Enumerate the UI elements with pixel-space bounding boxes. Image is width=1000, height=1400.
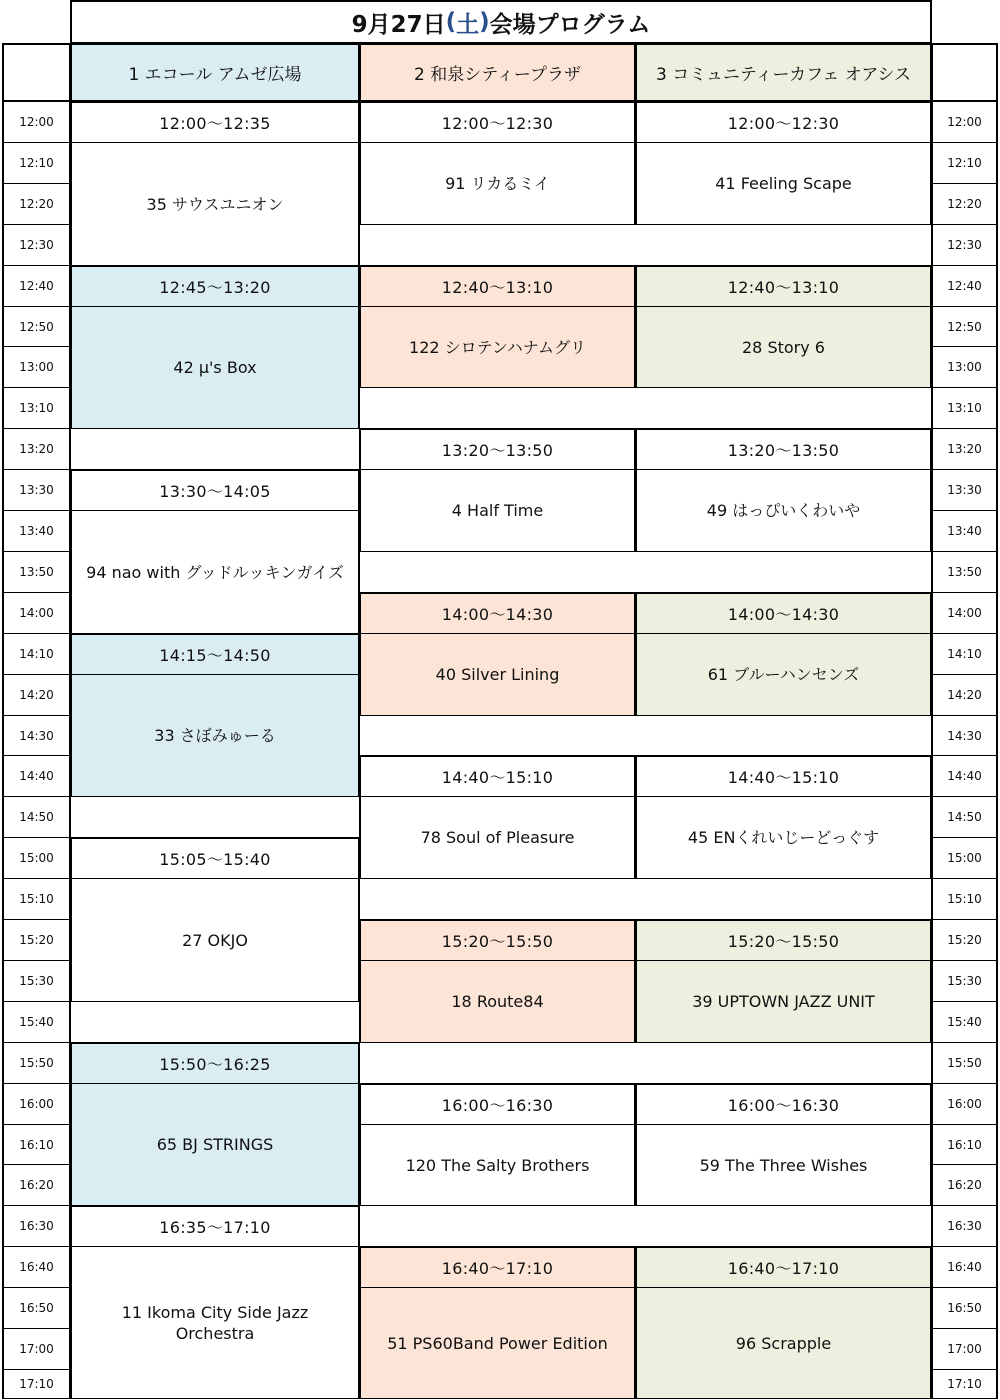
time-label-left: 15:40 (2, 1001, 71, 1043)
performer-venue-3: 45 ENくれいじーどっぐす (635, 796, 932, 879)
time-label-left: 14:00 (2, 592, 71, 634)
time-slot-venue-1: 16:35〜17:10 (70, 1205, 360, 1247)
time-label-left: 12:50 (2, 306, 71, 347)
time-label-left: 17:10 (2, 1369, 71, 1399)
time-slot-venue-3: 16:00〜16:30 (635, 1083, 932, 1125)
time-label-left: 15:50 (2, 1042, 71, 1084)
time-label-right: 15:30 (931, 960, 998, 1002)
time-label-right: 14:10 (931, 633, 998, 675)
time-label-right: 13:00 (931, 346, 998, 388)
performer-venue-2: 51 PS60Band Power Edition (359, 1287, 636, 1399)
time-label-left: 13:30 (2, 469, 71, 511)
time-label-right: 12:30 (931, 224, 998, 266)
time-label-right: 15:00 (931, 837, 998, 879)
time-label-right: 15:10 (931, 878, 998, 920)
time-label-left: 13:10 (2, 387, 71, 429)
time-label-right: 15:40 (931, 1001, 998, 1043)
time-label-left: 15:00 (2, 837, 71, 879)
time-label-left: 16:40 (2, 1246, 71, 1288)
time-label-right: 17:00 (931, 1328, 998, 1370)
time-label-left: 16:30 (2, 1205, 71, 1247)
time-label-left: 12:40 (2, 265, 71, 307)
time-label-left: 12:30 (2, 224, 71, 266)
time-slot-venue-1: 12:00〜12:35 (70, 101, 360, 143)
time-label-right: 16:00 (931, 1083, 998, 1125)
time-slot-venue-1: 14:15〜14:50 (70, 633, 360, 675)
time-slot-venue-2: 13:20〜13:50 (359, 428, 636, 470)
performer-venue-2: 120 The Salty Brothers (359, 1124, 636, 1206)
time-label-left: 14:40 (2, 755, 71, 797)
time-label-left: 13:20 (2, 428, 71, 470)
time-label-right: 17:10 (931, 1369, 998, 1399)
time-slot-venue-2: 14:40〜15:10 (359, 755, 636, 797)
time-label-right: 13:50 (931, 551, 998, 593)
time-label-right: 16:50 (931, 1287, 998, 1329)
time-slot-venue-1: 13:30〜14:05 (70, 469, 360, 511)
time-label-right: 16:30 (931, 1205, 998, 1247)
performer-venue-2: 18 Route84 (359, 960, 636, 1043)
time-label-right: 14:20 (931, 674, 998, 716)
performer-venue-1: 35 サウスユニオン (70, 142, 360, 266)
performer-venue-3: 49 はっぴいくわいや (635, 469, 932, 552)
performer-venue-2: 40 Silver Lining (359, 633, 636, 716)
time-slot-venue-3: 12:40〜13:10 (635, 265, 932, 307)
performer-venue-3: 96 Scrapple (635, 1287, 932, 1399)
time-slot-venue-3: 13:20〜13:50 (635, 428, 932, 470)
performer-venue-1: 33 さぼみゅーる (70, 674, 360, 797)
time-slot-venue-2: 12:00〜12:30 (359, 101, 636, 143)
time-label-left: 15:10 (2, 878, 71, 920)
time-label-right: 12:10 (931, 142, 998, 184)
performer-venue-2: 4 Half Time (359, 469, 636, 552)
title-date: 9月27日 (351, 11, 446, 38)
performer-venue-1: 42 μ's Box (70, 306, 360, 429)
time-slot-venue-1: 15:50〜16:25 (70, 1042, 360, 1084)
performer-venue-3: 39 UPTOWN JAZZ UNIT (635, 960, 932, 1043)
time-label-left: 14:20 (2, 674, 71, 716)
time-label-left: 15:20 (2, 919, 71, 961)
venue-header-1: 1 エコール アムゼ広場 (70, 43, 360, 102)
performer-venue-2: 122 シロテンハナムグリ (359, 306, 636, 388)
performer-venue-2: 91 リカるミイ (359, 142, 636, 225)
time-label-right: 14:30 (931, 715, 998, 756)
time-slot-venue-1: 12:45〜13:20 (70, 265, 360, 307)
title-weekday: 土 (456, 11, 480, 38)
time-slot-venue-3: 16:40〜17:10 (635, 1246, 932, 1288)
time-label-right: 13:10 (931, 387, 998, 429)
time-label-right: 15:20 (931, 919, 998, 961)
header-right-blank (931, 43, 998, 102)
time-label-right: 13:40 (931, 510, 998, 552)
time-label-right: 13:30 (931, 469, 998, 511)
time-label-right: 14:50 (931, 796, 998, 838)
time-label-left: 15:30 (2, 960, 71, 1002)
time-label-right: 14:40 (931, 755, 998, 797)
time-slot-venue-2: 12:40〜13:10 (359, 265, 636, 307)
time-slot-venue-3: 14:00〜14:30 (635, 592, 932, 634)
time-label-right: 15:50 (931, 1042, 998, 1084)
performer-venue-2: 78 Soul of Pleasure (359, 796, 636, 879)
title-paren-open: ( (445, 9, 457, 35)
time-slot-venue-2: 16:00〜16:30 (359, 1083, 636, 1125)
title-paren-close: ) (479, 9, 490, 35)
time-label-left: 16:50 (2, 1287, 71, 1329)
time-label-left: 14:30 (2, 715, 71, 756)
performer-venue-3: 28 Story 6 (635, 306, 932, 388)
venue-header-2: 2 和泉シティープラザ (359, 43, 636, 102)
performer-venue-1: 11 Ikoma City Side Jazz Orchestra (70, 1246, 360, 1399)
time-label-right: 12:40 (931, 265, 998, 307)
time-slot-venue-3: 14:40〜15:10 (635, 755, 932, 797)
venue-header-3: 3 コミュニティーカフェ オアシス (635, 43, 932, 102)
time-slot-venue-1: 15:05〜15:40 (70, 837, 360, 879)
time-label-left: 12:00 (2, 101, 71, 143)
time-label-left: 16:00 (2, 1083, 71, 1125)
time-label-right: 12:20 (931, 183, 998, 225)
time-label-left: 13:50 (2, 551, 71, 593)
performer-venue-3: 59 The Three Wishes (635, 1124, 932, 1206)
time-slot-venue-3: 15:20〜15:50 (635, 919, 932, 961)
time-label-right: 12:00 (931, 101, 998, 143)
time-label-right: 13:20 (931, 428, 998, 470)
time-slot-venue-2: 15:20〜15:50 (359, 919, 636, 961)
time-slot-venue-2: 16:40〜17:10 (359, 1246, 636, 1288)
time-label-right: 12:50 (931, 306, 998, 347)
time-label-right: 16:20 (931, 1164, 998, 1206)
time-label-right: 14:00 (931, 592, 998, 634)
performer-venue-1: 65 BJ STRINGS (70, 1083, 360, 1206)
time-label-right: 16:10 (931, 1124, 998, 1165)
performer-venue-1: 94 nao with グッドルッキンガイズ (70, 510, 360, 634)
performer-venue-3: 41 Feeling Scape (635, 142, 932, 225)
performer-venue-3: 61 ブルーハンセンズ (635, 633, 932, 716)
time-label-left: 16:20 (2, 1164, 71, 1206)
title-text: 会場プログラム (489, 11, 651, 38)
time-slot-venue-2: 14:00〜14:30 (359, 592, 636, 634)
time-label-left: 17:00 (2, 1328, 71, 1370)
time-label-left: 16:10 (2, 1124, 71, 1165)
performer-venue-1: 27 OKJO (70, 878, 360, 1002)
time-label-left: 13:00 (2, 346, 71, 388)
time-label-left: 12:20 (2, 183, 71, 225)
header-left-blank (2, 43, 71, 102)
time-label-right: 16:40 (931, 1246, 998, 1288)
time-label-left: 13:40 (2, 510, 71, 552)
page-title (70, 0, 932, 44)
time-label-left: 14:10 (2, 633, 71, 675)
time-slot-venue-3: 12:00〜12:30 (635, 101, 932, 143)
time-label-left: 14:50 (2, 796, 71, 838)
time-label-left: 12:10 (2, 142, 71, 184)
